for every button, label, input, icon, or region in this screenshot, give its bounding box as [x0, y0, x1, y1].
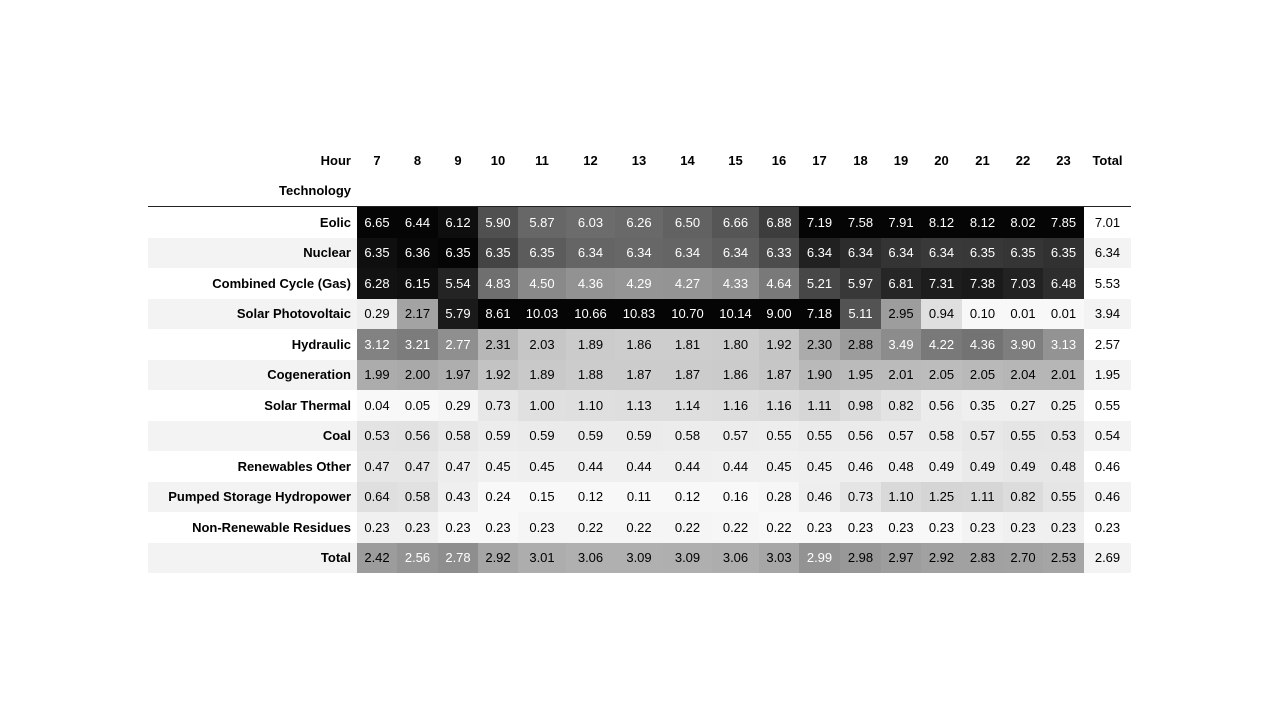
table-row: [148, 207, 1131, 238]
heatmap-cell: 0.23: [397, 512, 438, 543]
heatmap-cell: 6.35: [1003, 238, 1043, 269]
heatmap-cell: 0.12: [566, 482, 615, 513]
heatmap-cell: 6.26: [615, 207, 663, 238]
index-header-blank: [438, 176, 478, 207]
heatmap-cell: 2.78: [438, 543, 478, 574]
heatmap-cell: 2.88: [840, 329, 881, 360]
heatmap-cell: 1.86: [615, 329, 663, 360]
heatmap-cell: 1.99: [357, 360, 397, 391]
heatmap-cell: 6.35: [1043, 238, 1084, 269]
heatmap-cell: 0.23: [840, 512, 881, 543]
index-header-blank: [921, 176, 962, 207]
row-label: Cogeneration: [148, 360, 357, 391]
heatmap-cell: 5.79: [438, 299, 478, 330]
row-total-cell: 5.53: [1084, 268, 1131, 299]
heatmap-cell: 0.25: [1043, 390, 1084, 421]
column-header-hour: 20: [921, 145, 962, 176]
heatmap-cell: 0.82: [1003, 482, 1043, 513]
heatmap-cell: 6.81: [881, 268, 921, 299]
heatmap-cell: 6.34: [840, 238, 881, 269]
heatmap-cell: 3.49: [881, 329, 921, 360]
index-header-blank: [1084, 176, 1131, 207]
heatmap-table-container: [148, 145, 1131, 573]
heatmap-cell: 2.42: [357, 543, 397, 574]
heatmap-cell: 10.14: [712, 299, 759, 330]
table-row: [148, 329, 1131, 360]
heatmap-cell: 6.34: [881, 238, 921, 269]
heatmap-cell: 0.11: [615, 482, 663, 513]
heatmap-cell: 0.04: [357, 390, 397, 421]
heatmap-cell: 6.35: [962, 238, 1003, 269]
heatmap-cell: 0.45: [759, 451, 799, 482]
index-header-blank: [712, 176, 759, 207]
heatmap-cell: 6.44: [397, 207, 438, 238]
row-total-cell: 0.46: [1084, 451, 1131, 482]
column-header-hour: 7: [357, 145, 397, 176]
heatmap-table: [148, 145, 1131, 573]
heatmap-cell: 0.23: [478, 512, 518, 543]
heatmap-cell: 6.48: [1043, 268, 1084, 299]
row-total-cell: 3.94: [1084, 299, 1131, 330]
index-header-blank: [357, 176, 397, 207]
heatmap-cell: 4.36: [566, 268, 615, 299]
index-header-blank: [1043, 176, 1084, 207]
heatmap-cell: 0.48: [881, 451, 921, 482]
heatmap-cell: 0.46: [840, 451, 881, 482]
heatmap-cell: 0.44: [663, 451, 712, 482]
table-row: [148, 299, 1131, 330]
heatmap-cell: 0.45: [478, 451, 518, 482]
column-header-hour: 13: [615, 145, 663, 176]
heatmap-cell: 0.55: [1003, 421, 1043, 452]
heatmap-cell: 0.28: [759, 482, 799, 513]
heatmap-cell: 2.03: [518, 329, 566, 360]
heatmap-cell: 2.04: [1003, 360, 1043, 391]
heatmap-cell: 1.14: [663, 390, 712, 421]
row-label: Nuclear: [148, 238, 357, 269]
heatmap-cell: 0.44: [566, 451, 615, 482]
heatmap-cell: 6.50: [663, 207, 712, 238]
heatmap-cell: 4.50: [518, 268, 566, 299]
heatmap-cell: 4.33: [712, 268, 759, 299]
heatmap-cell: 7.19: [799, 207, 840, 238]
heatmap-cell: 0.23: [962, 512, 1003, 543]
table-row: [148, 543, 1131, 574]
heatmap-cell: 0.55: [1043, 482, 1084, 513]
heatmap-cell: 0.55: [759, 421, 799, 452]
heatmap-cell: 2.70: [1003, 543, 1043, 574]
heatmap-cell: 0.73: [840, 482, 881, 513]
heatmap-cell: 0.49: [1003, 451, 1043, 482]
heatmap-cell: 8.12: [921, 207, 962, 238]
heatmap-cell: 2.05: [962, 360, 1003, 391]
heatmap-cell: 0.59: [518, 421, 566, 452]
row-total-cell: 7.01: [1084, 207, 1131, 238]
heatmap-cell: 0.16: [712, 482, 759, 513]
heatmap-cell: 6.34: [615, 238, 663, 269]
heatmap-cell: 10.66: [566, 299, 615, 330]
row-label: Pumped Storage Hydropower: [148, 482, 357, 513]
heatmap-cell: 1.86: [712, 360, 759, 391]
heatmap-cell: 1.95: [840, 360, 881, 391]
heatmap-cell: 3.09: [663, 543, 712, 574]
heatmap-cell: 1.89: [566, 329, 615, 360]
heatmap-cell: 0.05: [397, 390, 438, 421]
column-header-hour: 17: [799, 145, 840, 176]
index-header-blank: [840, 176, 881, 207]
heatmap-cell: 0.23: [799, 512, 840, 543]
index-header-blank: [663, 176, 712, 207]
heatmap-cell: 1.92: [759, 329, 799, 360]
heatmap-cell: 0.24: [478, 482, 518, 513]
column-header-hour: 10: [478, 145, 518, 176]
heatmap-cell: 2.97: [881, 543, 921, 574]
heatmap-cell: 3.09: [615, 543, 663, 574]
heatmap-cell: 7.85: [1043, 207, 1084, 238]
column-header-hour: 21: [962, 145, 1003, 176]
heatmap-cell: 0.53: [1043, 421, 1084, 452]
heatmap-cell: 1.97: [438, 360, 478, 391]
row-total-cell: 6.34: [1084, 238, 1131, 269]
heatmap-cell: 4.36: [962, 329, 1003, 360]
heatmap-cell: 8.61: [478, 299, 518, 330]
heatmap-cell: 8.02: [1003, 207, 1043, 238]
heatmap-cell: 3.21: [397, 329, 438, 360]
heatmap-cell: 2.17: [397, 299, 438, 330]
heatmap-cell: 0.59: [615, 421, 663, 452]
heatmap-cell: 0.46: [799, 482, 840, 513]
index-name-label: Technology: [148, 176, 357, 207]
heatmap-cell: 0.29: [357, 299, 397, 330]
heatmap-cell: 0.22: [663, 512, 712, 543]
heatmap-cell: 2.98: [840, 543, 881, 574]
index-header-blank: [478, 176, 518, 207]
row-label: Eolic: [148, 207, 357, 238]
row-label: Renewables Other: [148, 451, 357, 482]
heatmap-cell: 0.22: [615, 512, 663, 543]
heatmap-cell: 0.53: [357, 421, 397, 452]
heatmap-cell: 8.12: [962, 207, 1003, 238]
row-total-cell: 2.69: [1084, 543, 1131, 574]
row-label: Hydraulic: [148, 329, 357, 360]
heatmap-cell: 0.35: [962, 390, 1003, 421]
heatmap-cell: 1.13: [615, 390, 663, 421]
heatmap-cell: 0.56: [397, 421, 438, 452]
heatmap-cell: 7.03: [1003, 268, 1043, 299]
table-row: [148, 238, 1131, 269]
heatmap-cell: 0.23: [438, 512, 478, 543]
heatmap-cell: 1.87: [615, 360, 663, 391]
heatmap-cell: 6.34: [663, 238, 712, 269]
heatmap-cell: 0.29: [438, 390, 478, 421]
row-total-cell: 0.46: [1084, 482, 1131, 513]
row-label: Solar Thermal: [148, 390, 357, 421]
heatmap-cell: 2.56: [397, 543, 438, 574]
heatmap-cell: 0.44: [615, 451, 663, 482]
column-header-hour: 19: [881, 145, 921, 176]
index-header-blank: [518, 176, 566, 207]
heatmap-cell: 5.54: [438, 268, 478, 299]
heatmap-cell: 3.06: [566, 543, 615, 574]
heatmap-cell: 6.03: [566, 207, 615, 238]
heatmap-cell: 0.10: [962, 299, 1003, 330]
heatmap-cell: 9.00: [759, 299, 799, 330]
heatmap-cell: 0.15: [518, 482, 566, 513]
heatmap-cell: 0.22: [759, 512, 799, 543]
heatmap-cell: 1.87: [663, 360, 712, 391]
heatmap-cell: 2.77: [438, 329, 478, 360]
heatmap-cell: 6.88: [759, 207, 799, 238]
heatmap-cell: 6.34: [712, 238, 759, 269]
row-total-cell: 0.23: [1084, 512, 1131, 543]
heatmap-cell: 0.49: [921, 451, 962, 482]
column-header-hour: 9: [438, 145, 478, 176]
heatmap-cell: 5.97: [840, 268, 881, 299]
heatmap-cell: 2.99: [799, 543, 840, 574]
heatmap-cell: 0.45: [518, 451, 566, 482]
row-total-cell: 1.95: [1084, 360, 1131, 391]
column-header-hour: 12: [566, 145, 615, 176]
heatmap-cell: 2.01: [881, 360, 921, 391]
heatmap-cell: 0.23: [1043, 512, 1084, 543]
heatmap-cell: 0.56: [840, 421, 881, 452]
heatmap-cell: 6.28: [357, 268, 397, 299]
heatmap-cell: 7.18: [799, 299, 840, 330]
heatmap-cell: 0.64: [357, 482, 397, 513]
table-row: [148, 268, 1131, 299]
column-header-hour: 11: [518, 145, 566, 176]
heatmap-cell: 0.48: [1043, 451, 1084, 482]
heatmap-cell: 10.83: [615, 299, 663, 330]
heatmap-cell: 7.91: [881, 207, 921, 238]
heatmap-cell: 3.13: [1043, 329, 1084, 360]
heatmap-cell: 7.58: [840, 207, 881, 238]
heatmap-cell: 0.12: [663, 482, 712, 513]
heatmap-cell: 4.64: [759, 268, 799, 299]
index-header-blank: [962, 176, 1003, 207]
heatmap-cell: 1.25: [921, 482, 962, 513]
heatmap-cell: 1.16: [712, 390, 759, 421]
heatmap-cell: 6.34: [921, 238, 962, 269]
row-total-cell: 0.55: [1084, 390, 1131, 421]
heatmap-cell: 5.90: [478, 207, 518, 238]
heatmap-cell: 3.12: [357, 329, 397, 360]
heatmap-cell: 0.27: [1003, 390, 1043, 421]
heatmap-cell: 1.88: [566, 360, 615, 391]
index-header-blank: [881, 176, 921, 207]
heatmap-cell: 2.30: [799, 329, 840, 360]
column-header-hour: 23: [1043, 145, 1084, 176]
index-header-blank: [397, 176, 438, 207]
heatmap-cell: 10.03: [518, 299, 566, 330]
heatmap-cell: 0.58: [663, 421, 712, 452]
heatmap-cell: 1.11: [962, 482, 1003, 513]
heatmap-cell: 5.21: [799, 268, 840, 299]
table-row: [148, 451, 1131, 482]
heatmap-cell: 1.10: [566, 390, 615, 421]
heatmap-cell: 0.58: [921, 421, 962, 452]
index-header-blank: [566, 176, 615, 207]
heatmap-cell: 1.10: [881, 482, 921, 513]
heatmap-cell: 6.15: [397, 268, 438, 299]
table-row: [148, 390, 1131, 421]
heatmap-cell: 1.90: [799, 360, 840, 391]
heatmap-cell: 6.12: [438, 207, 478, 238]
heatmap-cell: 7.38: [962, 268, 1003, 299]
row-label: Solar Photovoltaic: [148, 299, 357, 330]
heatmap-cell: 0.94: [921, 299, 962, 330]
column-header-hour: 8: [397, 145, 438, 176]
heatmap-cell: 2.00: [397, 360, 438, 391]
heatmap-cell: 0.45: [799, 451, 840, 482]
heatmap-cell: 0.59: [478, 421, 518, 452]
heatmap-cell: 5.11: [840, 299, 881, 330]
heatmap-cell: 6.35: [518, 238, 566, 269]
heatmap-cell: 0.23: [921, 512, 962, 543]
column-header-hour: 14: [663, 145, 712, 176]
heatmap-cell: 0.55: [799, 421, 840, 452]
heatmap-cell: 0.23: [881, 512, 921, 543]
table-row: [148, 360, 1131, 391]
table-row: [148, 512, 1131, 543]
heatmap-cell: 1.80: [712, 329, 759, 360]
row-total-cell: 0.54: [1084, 421, 1131, 452]
heatmap-cell: 0.47: [438, 451, 478, 482]
heatmap-cell: 0.57: [881, 421, 921, 452]
column-header-total: Total: [1084, 145, 1131, 176]
heatmap-cell: 1.87: [759, 360, 799, 391]
heatmap-cell: 3.90: [1003, 329, 1043, 360]
heatmap-cell: 0.23: [1003, 512, 1043, 543]
heatmap-cell: 0.59: [566, 421, 615, 452]
heatmap-cell: 6.65: [357, 207, 397, 238]
index-header-blank: [759, 176, 799, 207]
heatmap-cell: 0.49: [962, 451, 1003, 482]
heatmap-cell: 0.23: [357, 512, 397, 543]
heatmap-cell: 3.03: [759, 543, 799, 574]
heatmap-cell: 0.23: [518, 512, 566, 543]
table-row: [148, 421, 1131, 452]
heatmap-cell: 6.35: [357, 238, 397, 269]
heatmap-cell: 0.58: [438, 421, 478, 452]
heatmap-cell: 2.05: [921, 360, 962, 391]
row-label: Non-Renewable Residues: [148, 512, 357, 543]
heatmap-cell: 2.31: [478, 329, 518, 360]
row-label: Total: [148, 543, 357, 574]
index-header-blank: [615, 176, 663, 207]
heatmap-cell: 2.53: [1043, 543, 1084, 574]
heatmap-cell: 5.87: [518, 207, 566, 238]
heatmap-cell: 0.57: [712, 421, 759, 452]
heatmap-cell: 2.83: [962, 543, 1003, 574]
heatmap-cell: 0.47: [357, 451, 397, 482]
heatmap-cell: 2.92: [921, 543, 962, 574]
row-label: Combined Cycle (Gas): [148, 268, 357, 299]
heatmap-cell: 10.70: [663, 299, 712, 330]
column-header-hour: 22: [1003, 145, 1043, 176]
heatmap-cell: 1.92: [478, 360, 518, 391]
heatmap-cell: 0.01: [1003, 299, 1043, 330]
heatmap-cell: 1.89: [518, 360, 566, 391]
heatmap-cell: 3.06: [712, 543, 759, 574]
heatmap-cell: 4.83: [478, 268, 518, 299]
heatmap-cell: 3.01: [518, 543, 566, 574]
heatmap-cell: 6.36: [397, 238, 438, 269]
heatmap-cell: 0.22: [712, 512, 759, 543]
heatmap-cell: 4.22: [921, 329, 962, 360]
heatmap-cell: 1.00: [518, 390, 566, 421]
heatmap-cell: 6.34: [566, 238, 615, 269]
heatmap-cell: 4.27: [663, 268, 712, 299]
heatmap-cell: 1.81: [663, 329, 712, 360]
heatmap-cell: 0.22: [566, 512, 615, 543]
heatmap-cell: 1.11: [799, 390, 840, 421]
heatmap-cell: 0.73: [478, 390, 518, 421]
index-header-blank: [799, 176, 840, 207]
heatmap-cell: 2.01: [1043, 360, 1084, 391]
heatmap-cell: 0.57: [962, 421, 1003, 452]
row-total-cell: 2.57: [1084, 329, 1131, 360]
heatmap-cell: 6.66: [712, 207, 759, 238]
heatmap-cell: 7.31: [921, 268, 962, 299]
heatmap-cell: 0.01: [1043, 299, 1084, 330]
column-header-hour: 15: [712, 145, 759, 176]
column-header-hour: 18: [840, 145, 881, 176]
heatmap-cell: 4.29: [615, 268, 663, 299]
row-label: Coal: [148, 421, 357, 452]
columns-name-label: Hour: [148, 145, 357, 176]
heatmap-cell: 6.34: [799, 238, 840, 269]
heatmap-cell: 6.35: [438, 238, 478, 269]
index-header-blank: [1003, 176, 1043, 207]
index-header-row: [148, 176, 1131, 207]
heatmap-cell: 0.47: [397, 451, 438, 482]
heatmap-cell: 0.98: [840, 390, 881, 421]
heatmap-cell: 6.35: [478, 238, 518, 269]
heatmap-cell: 6.33: [759, 238, 799, 269]
heatmap-cell: 2.92: [478, 543, 518, 574]
table-row: [148, 482, 1131, 513]
heatmap-cell: 0.82: [881, 390, 921, 421]
column-header-row: [148, 145, 1131, 176]
heatmap-cell: 0.58: [397, 482, 438, 513]
heatmap-cell: 0.44: [712, 451, 759, 482]
heatmap-cell: 0.43: [438, 482, 478, 513]
heatmap-cell: 1.16: [759, 390, 799, 421]
heatmap-cell: 0.56: [921, 390, 962, 421]
heatmap-cell: 2.95: [881, 299, 921, 330]
column-header-hour: 16: [759, 145, 799, 176]
